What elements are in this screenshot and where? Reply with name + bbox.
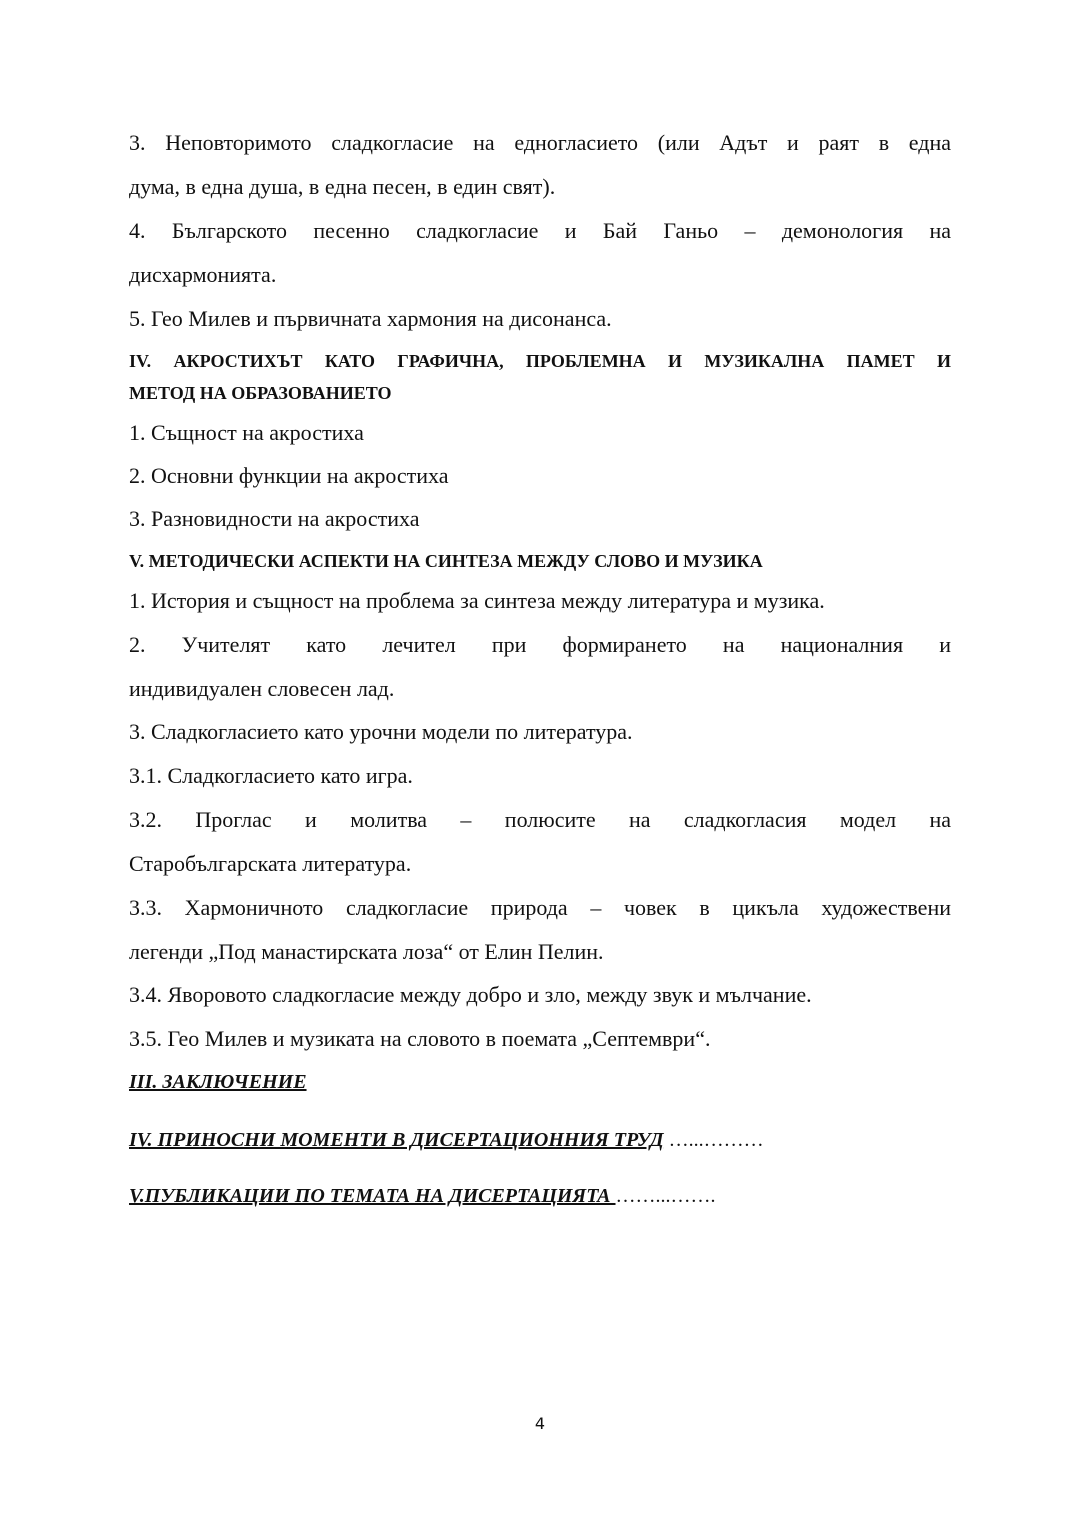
toc-item-acrostic-1: 1. Същност на акростиха [129, 420, 364, 445]
chapter-heading-iv-continuation: МЕТОД НА ОБРАЗОВАНИЕТО [129, 383, 392, 403]
toc-item-method-2: 2. Учителят като лечител при формирането на националния и [129, 632, 951, 657]
section-conclusion [129, 1066, 951, 1097]
section-contributions-title: IV. ПРИНОСНИ МОМЕНТИ В ДИСЕРТАЦИОННИЯ ТРУД [129, 1129, 664, 1151]
section-publications-title: V.ПУБЛИКАЦИИ ПО ТЕМАТА НА ДИСЕРТАЦИЯТА [129, 1185, 616, 1207]
chapter-heading-v: V. МЕТОДИЧЕСКИ АСПЕКТИ НА СИНТЕЗА МЕЖДУ СЛОВО И МУЗИКА [129, 551, 763, 571]
toc-item-method-1: 1. История и същност на проблема за синтеза между литература и музика. [129, 588, 825, 613]
section-conclusion-title: III. ЗАКЛЮЧЕНИЕ [129, 1071, 307, 1093]
toc-item-method-3-3: 3.3. Хармоничното сладкогласие природа – човек в цикъла художествени [129, 895, 951, 920]
section-publications-leader-dots: ……...……. [615, 1185, 716, 1207]
toc-item-method-3: 3. Сладкогласието като урочни модели по литература. [129, 719, 633, 744]
toc-item-method-3-4: 3.4. Яворовото сладкогласие между добро и зло, между звук и мълчание. [129, 982, 812, 1007]
section-contributions [129, 1124, 951, 1155]
toc-item-acrostic-2: 2. Основни функции на акростиха [129, 463, 449, 488]
toc-item-3-continuation: дума, в една душа, в една песен, в един свят). [129, 174, 556, 199]
toc-item-method-3-2: 3.2. Проглас и молитва – полюсите на сладкогласия модел на [129, 807, 951, 832]
toc-item-5-geo-milev: 5. Гео Милев и първичната хармония на дисонанса. [129, 306, 612, 331]
section-publications [129, 1180, 951, 1211]
toc-item-acrostic-3: 3. Разновидности на акростиха [129, 506, 420, 531]
section-contributions-leader-dots: …...……… [663, 1129, 764, 1151]
chapter-heading-iv: IV. АКРОСТИХЪТ КАТО ГРАФИЧНА, ПРОБЛЕМНА И МУЗИКАЛНА ПАМЕТ И [129, 351, 951, 371]
toc-item-4-bai-ganyo: 4. Българското песенно сладкогласие и Бай Ганьо – демонология на [129, 218, 951, 243]
toc-item-method-3-2-continuation: Старобългарската литература. [129, 851, 412, 876]
toc-item-4-continuation: дисхармонията. [129, 262, 277, 287]
toc-item-3-single-voice: 3. Неповторимото сладкогласие на едногласието (или Адът и раят в една [129, 130, 951, 155]
page-number: 4 [534, 1414, 546, 1433]
toc-item-method-3-5: 3.5. Гео Милев и музиката на словото в поемата „Септември“. [129, 1026, 711, 1051]
toc-item-method-2-continuation: индивидуален словесен лад. [129, 676, 395, 701]
toc-item-method-3-1: 3.1. Сладкогласието като игра. [129, 763, 413, 788]
toc-item-method-3-3-continuation: легенди „Под манастирската лоза“ от Елин Пелин. [129, 939, 604, 964]
